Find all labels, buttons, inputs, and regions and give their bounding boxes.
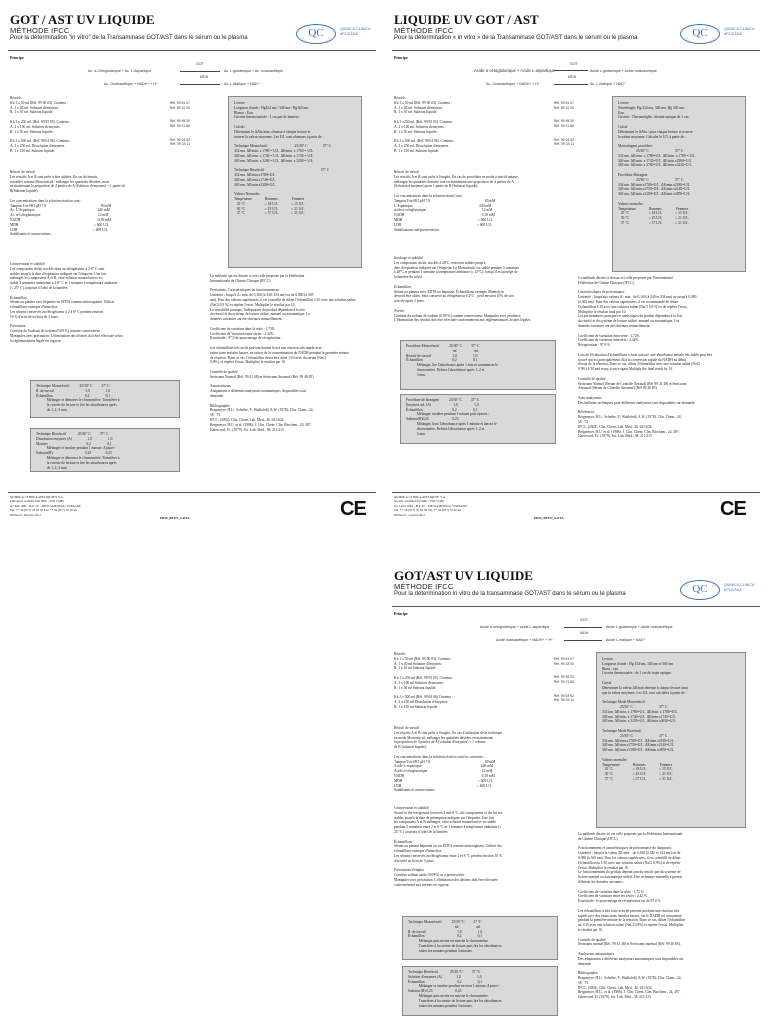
equation-1-left: Acide α-cétoglutarique + Acide L-aspartique: [474, 68, 556, 73]
lecture-text: Lecture Longueur d'onde : Hg 334 nm, 340 nm et 365 nm Blanc : eau Cuvette thermostatée : de 1 cm de trajet optique. Calcul Déterminer la valeur ΔE/min obtenue à chaque lecture ainsi que la valeur moyenne. Les U/L sont calculées à partir de : Technique Mode Monoréactif 25/30° C 37° C 334 nm ΔE/min. x 1780=U/L ΔE/min. x 1780=U/L 340 nm ΔE/min. x 1746=U/L ΔE/min.x1745=U/L 365 nm ΔE/min. x 3235=U/L ΔE/min.x3650=U/L Technique Mode Bioréactif 25/30° C 37° C 334 nm ΔE/min.x1780=U/L ΔE/min.x2180=U/L 340 nm ΔE/min.x1750=U/L ΔE/min.x2140=U/L 365 nm ΔE/min.x3100=U/L ΔE/min.x3870=U/L Valeurs normales Température Hommes Femmes 25 °C ≤ 18 U/L ≤ 15 U/L 30 °C ≤ 25 U/L ≤ 21 U/L 37 °C ≤ 37 U/L ≤ 31 U/L: [602, 657, 688, 781]
equation-2-right: Ac. L-Malique + NAD⁺: [224, 82, 260, 86]
procedure-box-bireactif: [400, 394, 556, 444]
qc-logo-icon: QC: [296, 24, 336, 44]
logo-text: QUIMICA CLINICA APLICADA: [724, 583, 755, 592]
lecture-box: [612, 96, 746, 272]
reaction-arrow: [180, 84, 220, 85]
lecture-box: [228, 96, 362, 268]
reaction-arrow: [564, 627, 602, 628]
section-conservation: Stockage et stabilité Les composants du kit, stockés à 28°C, resteront stables jusqu'à date d'expiration indiquée sur l'étiquette. Le Monoréactif est stable pendant 5 semaines à 28°C et pendant 1 semaine à température ambiante (≤ 25°C), lorsqu'il est protégé de la lumière du soleil. Échantillon Sérum ou plasma avec EDTA ou héparine. Échantillons exempts d'hémolyse devront être utiles. Sera conservé au réfrigérateur à 2°C perd environ 10% de son activité après 3 jours. Avertir Contient du sodium de sodium (0,09 %) comme conservateur. Manipuler avec prudence. L'élimination des résidus doit être effectuée conformément aux réglementations locales légales.: [394, 256, 532, 323]
section-reactifs: Réactifs Kit 1 x 50 ml (Réf. 99 00 03). Contenu : A. 1 x 40 ml Solution d'enzymes. B. 1 x 10 ml Substrat liquide. Kit 1 x 250 ml (Réf. 99 95 05). Contenu : A. 2 x 100 ml Solution d'enzymes. B. 1 x 50 ml Substrat liquide. Kit 1 x 500 ml (Réf. 99 04 06) Contenu : A. 3 x 250 ml Dissolution d'enzymes. B. 1 x 150 ml Substrat liquide.: [394, 652, 454, 709]
qc-logo-icon: QC: [680, 580, 720, 600]
procedure-text: Technique Bioréactif 25/30 °C 37 °C Solution d'enzymes (A) 1,0 1,0 Échantillon 0,2 0,1 Mélanger et incuber pendant environ 1 minute. Ajouter : Substrat (B) 0,25 0,25 Mélanger puis mettre en marche le chronomètre. Transférer à la cuvette de lecture puis lire les absorbances toutes les minutes pendant 3 minutes.: [408, 970, 502, 1008]
equation-1-right: Acide L-glutamique + acide oxaloacétique: [606, 625, 673, 629]
page-title: GOT / AST UV LIQUIDE: [10, 12, 155, 27]
divider: [8, 492, 376, 493]
divider: [392, 606, 760, 607]
procedure-text: Procédure de bireagent 25/30° C 37° C Enzymes sol. (A) 1,0 1,0 Échantillon 0,2 0,1 Mélanger, incubez pendant 1 minute puis ajoutez : Substrat(B)0,25 0,25 Mélanger, lisez l'absorbance après 1 minute et lancez le chronomètre. Relisez l'absorbance après 1, 2 et 3 min.: [406, 398, 497, 436]
procedure-box-bireactif: [30, 428, 180, 472]
procedure-text: Technique Monoréactif 25/30° C 37° C R. de travail 1,0 1,0 Échantillon 0,2 0,1 Mélanger et démarrer le chronomètre. Transférer à la cuvette de lecture et lire les absorbances après de 1, 2, 3 min.: [36, 384, 120, 412]
method-label: MÉTHODE IFCC: [10, 26, 70, 35]
section-reactif-travail: Réactif de travail Les réactifs A et B sont prêts à l'emploi. En cas d'utilisation de la technique en mode Monoréactif, mélanger les quantités désirées en maintenant la proportion de 4 parties de A (solution d'enzymes) + 1 volume de B (substrat liquide). Les concentrations dans la solution réactive sont les suivantes : Tampon Tris-HCl pH 7,8 80 mM Acide L-aspartique 240 mM Acide α-cétoglutarique 12 mM NADH 0,18 mM MDH ≥ 600 U/L LDH ≥ 600 U/L Stabilisants et conservateurs: [394, 726, 502, 793]
section-reactifs: Réactifs Kit 1 x 50 ml (Réf. 99 00 03). Contenu : A. 1 x 40 ml. Solution d'enzymes. B. 1 x 10 ml. Substrat liquide. Kit 1 x250 ml. (Réf. 99 95 05). Contenu : A. 2 x 100 ml. Solution d'enzymes. B. 1 x 50 ml. Substrat liquide. Kit 1 x 500 ml. (Réf. 99 04 06). Contenu : A. 3 x 250 ml. Dissolution d'enzymes. B. 1 x 150 ml. Substrat liquide.: [394, 96, 455, 153]
equation-2-left: Ac. Oxaloacétique + NADH⁺ + H⁺: [104, 82, 158, 86]
procedure-box-monoreactif: [30, 380, 180, 418]
document-code: PR56_BEUN_GOTA: [534, 516, 564, 520]
ce-mark-icon: CE: [340, 498, 366, 520]
divider: [8, 50, 376, 51]
procedure-text: Technique Monoréactif 25/30 °C 37 °C ml ml R. de travail 1,0 1,0 Échantillon 0,2 0,1 Mélanger puis mettre en marche le chronomètre. Transférer à la cuvette de lecture puis lire les absorbances toutes les minutes pendant 3 minutes.: [408, 920, 502, 953]
document-page-french-2: [384, 0, 768, 540]
divider: [392, 50, 760, 51]
ce-mark-icon: CE: [720, 498, 746, 520]
reaction-arrow: [180, 71, 220, 72]
section-reactif-travail: Réactif de travail Les réactifs A et B sont prêts à l'emploi. En cas de procédure en mode à réactif unique, mélangez les quantités désirées tout en maintenant une proportion de 4 parties de A (Solution d'enzymes) pour 1 partie de B (Substrat liquide). Les concentrations dans la solution réactif sont : Tampon Tris-HCl pH 7,8 80 mM L'Aspartique 240 mM acide α-cétoglutarique 12 mM NADH 0,18 mM MDH ≥ 600 U/L LDH ≥ 600 U/L Stabilisateurs and preservatives: [394, 170, 519, 232]
procedure-text: Technique Bioréactif 25/30° C 37° C Dissolution enzymes (A) 1,0 1,0 Montrer 0,2 0,1 Mélanger et incuber pendant 1 minute. Ajouter : Substrat(B) 0,25 0,25 Mélanger et démarrer le chronomètre. Transférer à la cuvette de lecture et lire les absorbances après de 1, 2, 3 min.: [36, 432, 120, 470]
reaction-arrow: [564, 640, 602, 641]
section-conservation: Conservation et stabilité Stored in the refrigerator between 2 and 8 °C, the components of the kit are stables jusqu'à la date de péremption indiquée sur l'étiquette. Une fois les composants A et B mélangés, cette solution monoréactive est stable pendant 5 semaines entre 2 et 8 °C et 1 semaine à température ambiante (≤ 25 °C), toujours à l'abri de la lumière. Échantillons Sérum ou plasma hépariné ou sur EDTA comme anticoagulant. Utiliser des échantillons exempts d'hémolyse. Les sérums conservés au réfrigérateur entre 2 et 8 °C perdent environ 10 % d'activité au bout de 3 jours. Précautions d'emploi Contiens sodium azide (0.09%) as a preservative. Manipuler avec précaution. L'élimination des déchets doit être effectuée conformément aux normes en vigueur.: [394, 806, 503, 887]
page-gap: [0, 540, 768, 556]
enzyme-mdh: MDH: [200, 75, 209, 79]
enzyme-got: GOT: [570, 62, 578, 66]
reaction-arrow: [554, 84, 588, 85]
logo-text: QUIMICA CLINICA APLICADA: [340, 27, 371, 36]
reactif-refs: Réf. 99 61 07 Réf. 99 22 00 Réf. 99 95 20 Réf. 99 21 65 Réf. 99 04 52 Réf. 99 04 11: [553, 101, 574, 147]
enzyme-got: GOT: [196, 62, 204, 66]
lecture-text: Lecture Longueur d'onde : Hg334 nm / 340 nm / Hg365 nm. Blanco : Eau. Cuvette thermostatisée : 1 cm pas de lumière. Calculs Déterminer le ΔAbs/min, obtenue à chaque lecture et trouver la valeur moyenne. Les U/L sont obtenues à partir de : Technique Monoréactif 25/30° C 37° C 334 nm ΔE/min. x 1780 = U/L ΔE/min. x 1780 = U/L 340 nm ΔE/min. x 1746 = U/L ΔE/min. x 1746 = U/L 365 nm ΔE/min. x 3200 = U/L ΔE/min. x 3200 = U/L Technique Bioréactif 37° C 334 nm ΔE/min.x1780=U/L 340 nm ΔE/min.x1746=U/L 365 nm ΔE/min.x3200=U/L Valeurs Normales Température Hommes Femmes 25 °C ≤ 18 U/L ≤ 15 U/L 30 °C ≤ 25 U/L ≤ 21 U/L 37 °C ≤ 37 U/L ≤ 31 U/L: [234, 101, 332, 216]
reaction-arrow: [554, 70, 588, 71]
company-logo: [296, 24, 378, 46]
logo-text: QUIMICA CLINICA APLICADA: [724, 27, 755, 36]
lecture-text: Lecture Wavelength: Hg 334 nm, 340 nm, Hg 365 nm. Eau. Cuvette : Thermoréglée, chemin optique de 1 cm. Calcul Déterminer le ΔAbs / pour chaque lecture et trouver la valeur moyenne. Calculer le U/L à partir de : Monoréagent procédure 25/30° C 37° C 334 nm ΔE/min. x 1780=U/L ΔE/min. x 1780 = U/L 340 nm ΔE/min. x 1745=U/L ΔE/min.x2280=U/L 365 nm ΔE/min. x 3760=U/L ΔE/min.x3220=U/L Procédure Bireagent 25/30° C 37° C 334 nm ΔE/min.x1780=U/L ΔE/min.x2180=U/L 340 nm ΔE/min.x1750=U/L ΔE/min.x2140=U/L 365 nm ΔE/min.x3100=U/L ΔE/min.x3870=U/L Valeurs normales Température Hommes Femmes 25 °C ≤ 18 U/L ≤ 15 U/L 30 °C ≤ 25 U/L ≤ 21 U/L 37 °C ≤ 37 U/L ≤ 31 U/L: [618, 101, 696, 225]
purpose-line: Pour la détermination "in vitro" de la Transaminase GOT/AST dans le sérum ou le plasma: [10, 35, 248, 41]
document-code: PR56_BEUN_GOTA: [160, 516, 190, 520]
reactif-refs: Réf. 99 61 07 Réf. 99 22 00 Réf. 99 95 20 Réf. 99 21 65 Réf. 99 04 52 Réf. 99 04 11: [169, 101, 190, 147]
equation-2-right: Acide L-malique + NAD⁺: [606, 638, 646, 642]
enzyme-mdh: MDH: [580, 631, 589, 635]
page-title: GOT/AST UV LIQUIDE: [394, 568, 533, 583]
lecture-box: [596, 652, 746, 828]
section-principe: Principe: [394, 56, 408, 60]
purpose-line: Pour la détermination « in vitro » de la Transaminase GOT/AST dans le sérum ou le plasma: [394, 35, 638, 41]
equation-1-right: Ac. L-glutamique + Ac. oxaloacétique: [224, 69, 284, 73]
section-conservation: Conservation et stabilité Les composants du kit stockés dans un réfrigérateur à 2-8° C sont stables jusqu'à la date d'expiration indiquée sur l'étiquette. Une fois mélangés les composants A et B, cette solution monoréactive est stable 5 semaines maintenue à 2-8° C et 1 semaine à température ambiante (≤ 25° C), toujours à l'abri de la lumière. Échantillon Sérum ou plasma avec héparine ou EDTA comme anticoagulant. Utiliser échantillons exempts d'hémolyse. Les sérums conservés au réfrigérateur à 2 à 8° C perdent environ 10 % d'activité au bout de 3 jours. Précaution Contient de l'sodium de sodium (0,09 %) comme conservateur. Manipulez avec précaution. L'élimination des déchets doit être effectuée selon la réglementation légale en vigueur.: [10, 262, 123, 343]
footer-company: QUIMICA CLINICA APPLIQUEE S.A. Société certifiée ISO 9001 / ISO 13485 Un 7 Km 1081 - B.P. 20 · 43870 AMPOSTA / ESPAGNE Tél. ++ 34 (977) 70 62 30 Fax ++ 34 (977) 70 30 40 Révision : octobre 2011: [394, 495, 468, 517]
section-principe: Principe: [10, 56, 24, 60]
company-logo: [680, 24, 762, 46]
equation-2-left: Ac. Oxaloacétique + NADH⁺ + H⁺: [486, 82, 540, 86]
section-principe: Principe: [394, 612, 408, 616]
equation-1-left: Ac. α-Cétoglutarique + Ac. L-Aspartique: [88, 69, 152, 73]
enzyme-got: GOT: [580, 618, 588, 622]
company-logo: [680, 580, 762, 602]
reactif-refs: Réf. 99 61 07 Réf. 99 22 00 Réf. 99 95 20 Réf. 99 21 65 Réf. 99 04 52 Réf. 99 04 11: [553, 657, 574, 703]
right-column-text: La méthode qui est décrite ici est celle proposée par la Fédération Internationale de Chimie Clinique (IFCC). Prestations. Caractéristiques du fonctionnement. Linéarité : Jusqu'à Δ : min. de 0,160 (à 340, 334 nm) ou de 0,080 (à 365 nm). Pour des valeurs supérieures, il est conseillé de diluer l'échantillon 1/10 avec une solution saline (NaCl 0,9 %) et répéter l'essai. Multiplier le résultat par 10. La sensibilité pratique, l'adéquation du produit dépendent à la fois du réactif et du système de lecture utilisé, manuel ou automatique. Le données suivantes ont été obtenues manuellement. Coefficient de variation dans la série : 1,73% Coefficient de Variation entre séries : 2,42% Exactitude : 97,9 de pourcentage de récupération. Les échantillons très actifs peuvent donner lieu à une réaction très rapide avec extinctions initiales basses, en raison de la consommation du NADH pendant la première minute de réaction. Dans ce cas, l'échantillon devra être dilué 1/10 avec du sérum (NaCl 0,9%), et répéter l'essai. Multiplier le résultat par 10. Contrôle de qualité Seriscann Normal (Réf. 99 41 48) et Seriscann Anormal (Réf. 99 46 85). Automatiseurs Adaptations à différents analyseurs automatiques, disponibles sous demande. Bibliographie Bergmeyer, H.U., Scheibe, P., Wahlefeld, A.W. (1978). Clin. Chem., 24, 58 : 73. IFCC, (2002). Clin. Chem. Lab. Med., 40, 631/634. Bergmeyer, H.U. et al. (1986). J. Clin. Chem. Clin. Biochem., 24, 497. Isherwood, D., (1979). Sci. Lab. Med., 38, 211/215.: [210, 274, 356, 432]
method-label: MÉTHODE IFCC: [394, 26, 454, 35]
footer-company: QUIMICA CLINICA APPLIQUEES S.A. Entreprise certifiée ISO 9001 / ISO 13485 A7 Km 1081 - B.P. 20 · 43870 AMPOSTA / ESPAGNE Tél. ++ 34 (977) 70 62 30 Fax ++ 34 (977) 70 30 40 Révision : Octobre 2011: [10, 495, 81, 517]
right-column-text: La méthode décrite ci-dessus est celle proposée par l'International Fédération de Chimie Clinique (IFCC). Caractéristiques de performance Linéarité : Jusqu'aux valeurs Δ / min de 0,160 (à 340 et 334 nm) ou jusqu'à 0,080 (à 365 nm). Pour des valeurs supérieures, il est recommandé de diluer l'échantillon 1/10 avec une solution saline (NaCl 0,9 %) et de répéter l'essai. Multipliez le résultat final par 10. Les performances pratiques et analytiques du produit dépendent à la fois du réactif et du système de lecture utilisé, manuel ou automatique. Les données suivantes ont été obtenues manuellement. Coefficient de variation intra-série : 1,72% Coefficient de variation intersérie : 2,42% Récupération : 97,9 % Lors de l'évaluation d'échantillons à forte activité, une absorbance initiale très faible peut être trouvé qui est principalement dû à la conversion rapide du NADH au début d'essai de la réaction. Dans ce cas, diluer l'échantillon avec une solution saline (NaCl 0,9%) 1/10 and essay it once again Multiply the final result by 10. Contrôle de qualité Seriscann Normal (Sérum de Contrôle Normal) (Réf 99 41 48) et Seriscann Anormal (Sérum de Contrôle Anormal) (Réf 99 46 85). Auto-analyseurs Des bulletins techniques pour différents analyseurs sont disponibles sur demande. Références Bergmeyer, H.U., Scheibe, P., Wahlefeld, A.W. (1978). Clin. Chem., 24, 58 : 73. IFCC, (2002). Clin. Chem. Lab. Med., 40, 631/634. Bergmeyer, H.U. et al. (1986). J. Clin. Chem. Clin. Biochem., 24, 497. Isherwood, D., (1979). Sci. Lab. Med., 38, 211/215.: [578, 276, 713, 439]
section-reactif-travail: Réactif de travail Les réactifs A et B sont prêts à être utilisés. En cas de besoin, travailler comme Monoréactif : mélanger les quantités désirées, mais en maintenant la proportion de 4 parties de A (Solution d'enzymes) + 1 partie de B(Substrat liquide). Les concentrations dans la solution réactive sont : Tampon Tris-HCl pH 7,8 80 mM Ac. L'Aspartique 240 mM Ac. α-Cétoglutarique 12 mM NADH 0,18 mM MDH ≥ 600 U/L LDH ≥ 600 U/L Stabilisants et conservateurs.: [10, 170, 126, 237]
right-column-text: La méthode décrite ici est celle proposée par la Fédération Internationale de Chimie Clinique (IFCC). Fonctionnement et caractéristiques de performance du diagnostic Linéarité : jusqu'à la valeur ΔE/min de 0,160 (à 340 et 334 nm) ou de 0,080 (à 365 nm). Pour les valeurs supérieures, il est conseillé de diluer l'échantillon au 1/10 avec une solution saline (NaCl 0,9%) et de répéter l'essai. Multiplier le résultat par 10. Le fonctionnement du produit dépend tant du réactif que du système de lecture manuel ou automatique utilisé. Une technique manuelle a permis d'obtenir les données suivantes : Coefficient de variation dans la série : 1,72 % Coefficient de variation entre les séries : 2,42 % Exactitude : le pourcentage de récupération est de 97,9 % Les échantillons à très forte activité peuvent produire une réaction très rapide avec des extinctions initiales basses, car le NADH est consommé pendant la première minute de la réaction. Dans ce cas, diluer l'échantillon au 1/10 avec une solution saline (NaCl 0,9%) et répéter l'essai. Multiplier le résultat par 10. Contrôle de qualité Seriscann normal (Réf. 99 41 48) et Seriscann anormal (Réf. 99 46 85). Analyseurs automatiques Des adaptations à différents analyseurs automatiques sont disponibles sur demande. Bibliographie Bergmeyer, H.U., Scheibe, P., Wahlefeld, A.W. (1978). Clin. Chem., 24, 58 : 73. IFCC, (2002). Clin. Chem. Lab. Med., 40, 631-634. Bergmeyer, H.U., et al. (1986). J. Clin. Chem. Clin. Biochem., 24, 497. Isherwood, D. (1979). Sci. Lab. Med., 38, 211-215.: [578, 832, 686, 1000]
equation-2-left: Acide oxaloacétique + NADH⁺ + H⁺: [496, 638, 553, 642]
document-page-french-1: [0, 0, 384, 540]
section-reactifs: Réactifs Kit 1 x 50 ml (Réf. 99 00 03). Contenu : A. 1 x 40 ml. Solution d'enzymes. B. 1 x 10 ml. Substrat liquide. Kit 1 x 250 ml. (Réf. 99 95 05). Contenu : A. 2 x 100 ml. Solution d'enzymes. B. 1 x 50 ml. Substrat liquide. Kit 1 x 500 ml. (Réf. 99 04 06). Contenu : A. 3 x 250 ml. Dissolution d'enzymes. B. 1 x 150 ml. Substrat liquide.: [10, 96, 71, 153]
qc-logo-icon: QC: [680, 24, 720, 44]
purpose-line: Pour la détermination in vitro de la transaminase GOT/AST dans le sérum ou le plasma: [394, 591, 626, 597]
document-page-french-3: [384, 556, 768, 1024]
procedure-box-bireactif: [402, 966, 558, 1016]
divider: [392, 492, 760, 493]
equation-2-right: Ac. L-Malique + NAD⁺: [590, 82, 626, 86]
method-label: MÉTHODE IFCC: [394, 582, 454, 591]
equation-1-right: Acide L-glutamique + Acide oxaloacétique: [590, 69, 657, 73]
equation-1-left: Acide α-cétoglutarique + acide L-aspartique: [480, 625, 550, 629]
procedure-box-monoreactif: [400, 340, 556, 390]
page-title: LIQUIDE UV GOT / AST: [394, 12, 539, 27]
procedure-text: Procédure Monoréactif 25/30° C 37° C ml ml Réactif de travail 1,0 1,0 Échantillon 0,2 0,1 Mélanger, lire l'absorbance après 1 min et commencer le chronomètre. Relisez l'absorbance après 1, 2 et 3 min.: [406, 344, 499, 377]
enzyme-mdh: MDH: [568, 75, 577, 79]
procedure-box-monoreactif: [402, 916, 558, 960]
